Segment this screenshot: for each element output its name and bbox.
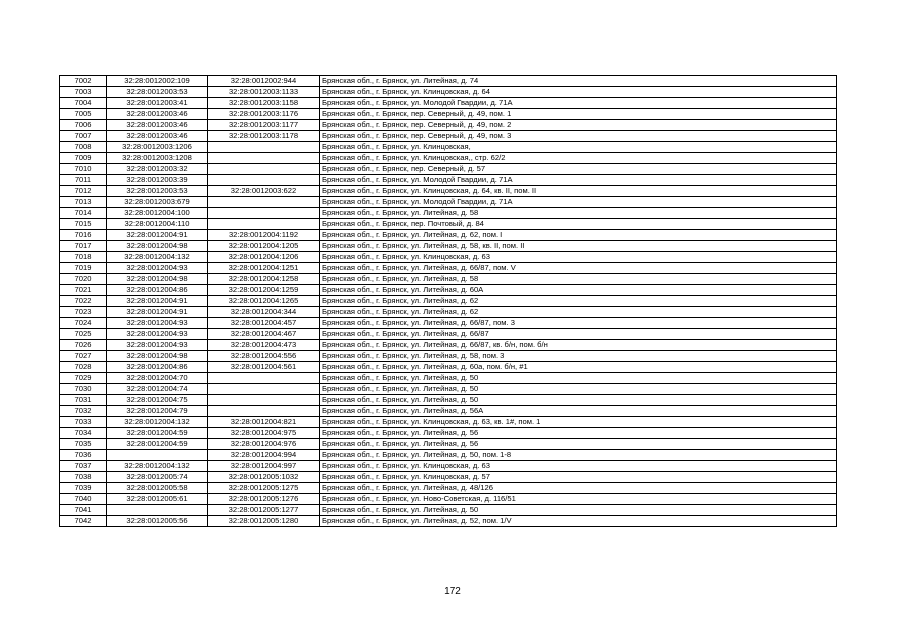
address-cell: Брянская обл., г. Брянск, ул. Клинцовская, д. 57 <box>320 472 837 483</box>
row-number-cell: 7033 <box>60 417 107 428</box>
row-number-cell: 7038 <box>60 472 107 483</box>
object-number-cell: 32:28:0012004:1258 <box>208 274 320 285</box>
table-row <box>60 307 837 318</box>
parcel-number-cell: 32:28:0012004:132 <box>107 252 208 263</box>
address-cell: Брянская обл., г. Брянск, ул. Клинцовская, д. 63, кв. 1#, пом. 1 <box>320 417 837 428</box>
table-row <box>60 208 837 219</box>
parcel-number-cell: 32:28:0012004:98 <box>107 351 208 362</box>
address-cell: Брянская обл., г. Брянск, ул. Молодой Гвардии, д. 71А <box>320 175 837 186</box>
table-row <box>60 395 837 406</box>
row-number-cell: 7041 <box>60 505 107 516</box>
parcel-number-cell: 32:28:0012004:91 <box>107 296 208 307</box>
parcel-number-cell: 32:28:0012004:74 <box>107 384 208 395</box>
row-number-cell: 7035 <box>60 439 107 450</box>
object-number-cell <box>208 197 320 208</box>
address-cell: Брянская обл., г. Брянск, пер. Почтовый, д. 84 <box>320 219 837 230</box>
page-number: 172 <box>444 586 461 597</box>
address-cell: Брянская обл., г. Брянск, ул. Литейная, д. 74 <box>320 76 837 87</box>
object-number-cell: 32:28:0012004:976 <box>208 439 320 450</box>
address-cell: Брянская обл., г. Брянск, ул. Литейная, д. 58 <box>320 274 837 285</box>
table-row <box>60 406 837 417</box>
address-cell: Брянская обл., г. Брянск, ул. Литейная, д. 66/87, пом. V <box>320 263 837 274</box>
object-number-cell: 32:28:0012004:1251 <box>208 263 320 274</box>
table-row <box>60 472 837 483</box>
table-row <box>60 109 837 120</box>
row-number-cell: 7017 <box>60 241 107 252</box>
table-row <box>60 318 837 329</box>
table-row <box>60 186 837 197</box>
row-number-cell: 7032 <box>60 406 107 417</box>
row-number-cell: 7015 <box>60 219 107 230</box>
table-row <box>60 285 837 296</box>
row-number-cell: 7002 <box>60 76 107 87</box>
row-number-cell: 7019 <box>60 263 107 274</box>
object-number-cell: 32:28:0012004:473 <box>208 340 320 351</box>
table-row <box>60 329 837 340</box>
row-number-cell: 7005 <box>60 109 107 120</box>
address-cell: Брянская обл., г. Брянск, ул. Литейная, д. 50 <box>320 373 837 384</box>
object-number-cell: 32:28:0012005:1276 <box>208 494 320 505</box>
table-row <box>60 351 837 362</box>
parcel-number-cell: 32:28:0012003:39 <box>107 175 208 186</box>
object-number-cell <box>208 219 320 230</box>
row-number-cell: 7009 <box>60 153 107 164</box>
address-cell: Брянская обл., г. Брянск, ул. Литейная, д. 50, пом. 1-8 <box>320 450 837 461</box>
table-row <box>60 241 837 252</box>
table-row <box>60 516 837 527</box>
parcel-number-cell: 32:28:0012004:70 <box>107 373 208 384</box>
row-number-cell: 7029 <box>60 373 107 384</box>
parcel-number-cell: 32:28:0012005:61 <box>107 494 208 505</box>
address-cell: Брянская обл., г. Брянск, ул. Литейная, д. 58, пом. 3 <box>320 351 837 362</box>
table-row <box>60 219 837 230</box>
object-number-cell <box>208 395 320 406</box>
object-number-cell: 32:28:0012004:1206 <box>208 252 320 263</box>
address-cell: Брянская обл., г. Брянск, ул. Литейная, д. 60а, пом. б/н, #1 <box>320 362 837 373</box>
object-number-cell: 32:28:0012003:1178 <box>208 131 320 142</box>
parcel-number-cell: 32:28:0012003:53 <box>107 87 208 98</box>
parcel-number-cell: 32:28:0012004:93 <box>107 340 208 351</box>
parcel-number-cell: 32:28:0012003:41 <box>107 98 208 109</box>
table-row <box>60 439 837 450</box>
parcel-number-cell: 32:28:0012004:86 <box>107 285 208 296</box>
row-number-cell: 7030 <box>60 384 107 395</box>
address-cell: Брянская обл., г. Брянск, ул. Литейная, д. 56А <box>320 406 837 417</box>
object-number-cell: 32:28:0012004:1192 <box>208 230 320 241</box>
table-body <box>60 76 837 527</box>
row-number-cell: 7025 <box>60 329 107 340</box>
address-cell: Брянская обл., г. Брянск, пер. Северный, д. 57 <box>320 164 837 175</box>
row-number-cell: 7018 <box>60 252 107 263</box>
object-number-cell <box>208 142 320 153</box>
row-number-cell: 7039 <box>60 483 107 494</box>
object-number-cell: 32:28:0012004:467 <box>208 329 320 340</box>
object-number-cell: 32:28:0012003:1177 <box>208 120 320 131</box>
row-number-cell: 7036 <box>60 450 107 461</box>
cadastral-table <box>59 75 837 527</box>
parcel-number-cell: 32:28:0012004:59 <box>107 439 208 450</box>
address-cell: Брянская обл., г. Брянск, пер. Северный, д. 49, пом. 3 <box>320 131 837 142</box>
address-cell: Брянская обл., г. Брянск, ул. Клинцовская, д. 64, кв. II, пом. II <box>320 186 837 197</box>
address-cell: Брянская обл., г. Брянск, ул. Литейная, д. 66/87 <box>320 329 837 340</box>
object-number-cell: 32:28:0012003:1133 <box>208 87 320 98</box>
parcel-number-cell: 32:28:0012004:93 <box>107 318 208 329</box>
table-row <box>60 274 837 285</box>
row-number-cell: 7037 <box>60 461 107 472</box>
address-cell: Брянская обл., г. Брянск, пер. Северный, д. 49, пом. 1 <box>320 109 837 120</box>
row-number-cell: 7042 <box>60 516 107 527</box>
object-number-cell: 32:28:0012004:1205 <box>208 241 320 252</box>
table-row <box>60 175 837 186</box>
row-number-cell: 7010 <box>60 164 107 175</box>
table-row <box>60 362 837 373</box>
parcel-number-cell: 32:28:0012002:109 <box>107 76 208 87</box>
parcel-number-cell: 32:28:0012004:79 <box>107 406 208 417</box>
object-number-cell: 32:28:0012004:344 <box>208 307 320 318</box>
table-row <box>60 450 837 461</box>
table-row <box>60 263 837 274</box>
address-cell: Брянская обл., г. Брянск, ул. Клинцовская, д. 64 <box>320 87 837 98</box>
object-number-cell <box>208 208 320 219</box>
object-number-cell: 32:28:0012005:1277 <box>208 505 320 516</box>
row-number-cell: 7006 <box>60 120 107 131</box>
table-row <box>60 340 837 351</box>
parcel-number-cell: 32:28:0012003:46 <box>107 109 208 120</box>
parcel-number-cell: 32:28:0012003:679 <box>107 197 208 208</box>
parcel-number-cell: 32:28:0012003:1206 <box>107 142 208 153</box>
address-cell: Брянская обл., г. Брянск, ул. Литейная, д. 66/87, кв. б/н, пом. б/н <box>320 340 837 351</box>
address-cell: Брянская обл., г. Брянск, ул. Литейная, д. 56 <box>320 428 837 439</box>
row-number-cell: 7011 <box>60 175 107 186</box>
parcel-number-cell: 32:28:0012004:132 <box>107 417 208 428</box>
parcel-number-cell: 32:28:0012004:59 <box>107 428 208 439</box>
parcel-number-cell: 32:28:0012003:46 <box>107 120 208 131</box>
parcel-number-cell: 32:28:0012003:1208 <box>107 153 208 164</box>
object-number-cell: 32:28:0012003:1176 <box>208 109 320 120</box>
table-row <box>60 373 837 384</box>
table-row <box>60 142 837 153</box>
address-cell: Брянская обл., г. Брянск, ул. Клинцовская,, стр. 62/2 <box>320 153 837 164</box>
parcel-number-cell: 32:28:0012004:86 <box>107 362 208 373</box>
object-number-cell: 32:28:0012005:1280 <box>208 516 320 527</box>
object-number-cell: 32:28:0012002:944 <box>208 76 320 87</box>
address-cell: Брянская обл., г. Брянск, ул. Литейная, д. 50 <box>320 395 837 406</box>
table-row <box>60 87 837 98</box>
object-number-cell: 32:28:0012004:975 <box>208 428 320 439</box>
row-number-cell: 7016 <box>60 230 107 241</box>
address-cell: Брянская обл., г. Брянск, ул. Литейная, д. 60А <box>320 285 837 296</box>
object-number-cell: 32:28:0012004:1265 <box>208 296 320 307</box>
object-number-cell: 32:28:0012004:994 <box>208 450 320 461</box>
parcel-number-cell: 32:28:0012004:93 <box>107 329 208 340</box>
parcel-number-cell: 32:28:0012005:58 <box>107 483 208 494</box>
address-cell: Брянская обл., г. Брянск, ул. Литейная, д. 62 <box>320 296 837 307</box>
object-number-cell <box>208 373 320 384</box>
parcel-number-cell: 32:28:0012004:98 <box>107 274 208 285</box>
address-cell: Брянская обл., г. Брянск, ул. Литейная, д. 52, пом. 1/V <box>320 516 837 527</box>
address-cell: Брянская обл., г. Брянск, ул. Клинцовская, д. 63 <box>320 461 837 472</box>
object-number-cell: 32:28:0012004:1259 <box>208 285 320 296</box>
row-number-cell: 7008 <box>60 142 107 153</box>
row-number-cell: 7040 <box>60 494 107 505</box>
table-row <box>60 164 837 175</box>
address-cell: Брянская обл., г. Брянск, ул. Литейная, д. 50 <box>320 505 837 516</box>
object-number-cell <box>208 406 320 417</box>
object-number-cell: 32:28:0012005:1032 <box>208 472 320 483</box>
object-number-cell: 32:28:0012004:561 <box>208 362 320 373</box>
address-cell: Брянская обл., г. Брянск, пер. Северный, д. 49, пом. 2 <box>320 120 837 131</box>
table-row <box>60 428 837 439</box>
parcel-number-cell: 32:28:0012003:46 <box>107 131 208 142</box>
row-number-cell: 7013 <box>60 197 107 208</box>
table-row <box>60 296 837 307</box>
address-cell: Брянская обл., г. Брянск, ул. Литейная, д. 62 <box>320 307 837 318</box>
table-row <box>60 505 837 516</box>
address-cell: Брянская обл., г. Брянск, ул. Литейная, д. 66/87, пом. 3 <box>320 318 837 329</box>
table-row <box>60 98 837 109</box>
parcel-number-cell: 32:28:0012004:91 <box>107 307 208 318</box>
row-number-cell: 7007 <box>60 131 107 142</box>
row-number-cell: 7022 <box>60 296 107 307</box>
address-cell: Брянская обл., г. Брянск, ул. Молодой Гвардии, д. 71А <box>320 98 837 109</box>
parcel-number-cell: 32:28:0012004:100 <box>107 208 208 219</box>
row-number-cell: 7026 <box>60 340 107 351</box>
object-number-cell <box>208 153 320 164</box>
row-number-cell: 7031 <box>60 395 107 406</box>
table-row <box>60 494 837 505</box>
table-row <box>60 230 837 241</box>
object-number-cell: 32:28:0012004:821 <box>208 417 320 428</box>
address-cell: Брянская обл., г. Брянск, ул. Клинцовская, <box>320 142 837 153</box>
row-number-cell: 7003 <box>60 87 107 98</box>
parcel-number-cell: 32:28:0012004:93 <box>107 263 208 274</box>
parcel-number-cell: 32:28:0012004:98 <box>107 241 208 252</box>
parcel-number-cell: 32:28:0012005:56 <box>107 516 208 527</box>
table-row <box>60 252 837 263</box>
address-cell: Брянская обл., г. Брянск, ул. Литейная, д. 58, кв. II, пом. II <box>320 241 837 252</box>
parcel-number-cell <box>107 505 208 516</box>
table-row <box>60 76 837 87</box>
object-number-cell <box>208 175 320 186</box>
row-number-cell: 7027 <box>60 351 107 362</box>
row-number-cell: 7004 <box>60 98 107 109</box>
row-number-cell: 7021 <box>60 285 107 296</box>
row-number-cell: 7023 <box>60 307 107 318</box>
row-number-cell: 7028 <box>60 362 107 373</box>
parcel-number-cell <box>107 450 208 461</box>
address-cell: Брянская обл., г. Брянск, ул. Литейная, д. 48/126 <box>320 483 837 494</box>
row-number-cell: 7024 <box>60 318 107 329</box>
address-cell: Брянская обл., г. Брянск, ул. Литейная, д. 62, пом. I <box>320 230 837 241</box>
parcel-number-cell: 32:28:0012003:32 <box>107 164 208 175</box>
table-row <box>60 384 837 395</box>
object-number-cell: 32:28:0012003:622 <box>208 186 320 197</box>
table-row <box>60 417 837 428</box>
parcel-number-cell: 32:28:0012004:110 <box>107 219 208 230</box>
address-cell: Брянская обл., г. Брянск, ул. Клинцовская, д. 63 <box>320 252 837 263</box>
address-cell: Брянская обл., г. Брянск, ул. Молодой Гвардии, д. 71А <box>320 197 837 208</box>
row-number-cell: 7014 <box>60 208 107 219</box>
parcel-number-cell: 32:28:0012004:75 <box>107 395 208 406</box>
address-cell: Брянская обл., г. Брянск, ул. Литейная, д. 50 <box>320 384 837 395</box>
table-row <box>60 153 837 164</box>
parcel-number-cell: 32:28:0012003:53 <box>107 186 208 197</box>
row-number-cell: 7012 <box>60 186 107 197</box>
address-cell: Брянская обл., г. Брянск, ул. Ново-Советская, д. 116/51 <box>320 494 837 505</box>
object-number-cell: 32:28:0012004:997 <box>208 461 320 472</box>
table-row <box>60 197 837 208</box>
table-row <box>60 120 837 131</box>
table-row <box>60 483 837 494</box>
table-row <box>60 461 837 472</box>
object-number-cell: 32:28:0012003:1158 <box>208 98 320 109</box>
object-number-cell: 32:28:0012005:1275 <box>208 483 320 494</box>
parcel-number-cell: 32:28:0012005:74 <box>107 472 208 483</box>
row-number-cell: 7034 <box>60 428 107 439</box>
address-cell: Брянская обл., г. Брянск, ул. Литейная, д. 56 <box>320 439 837 450</box>
parcel-number-cell: 32:28:0012004:132 <box>107 461 208 472</box>
object-number-cell <box>208 164 320 175</box>
table-row <box>60 131 837 142</box>
address-cell: Брянская обл., г. Брянск, ул. Литейная, д. 58 <box>320 208 837 219</box>
object-number-cell: 32:28:0012004:556 <box>208 351 320 362</box>
parcel-number-cell: 32:28:0012004:91 <box>107 230 208 241</box>
object-number-cell: 32:28:0012004:457 <box>208 318 320 329</box>
row-number-cell: 7020 <box>60 274 107 285</box>
object-number-cell <box>208 384 320 395</box>
